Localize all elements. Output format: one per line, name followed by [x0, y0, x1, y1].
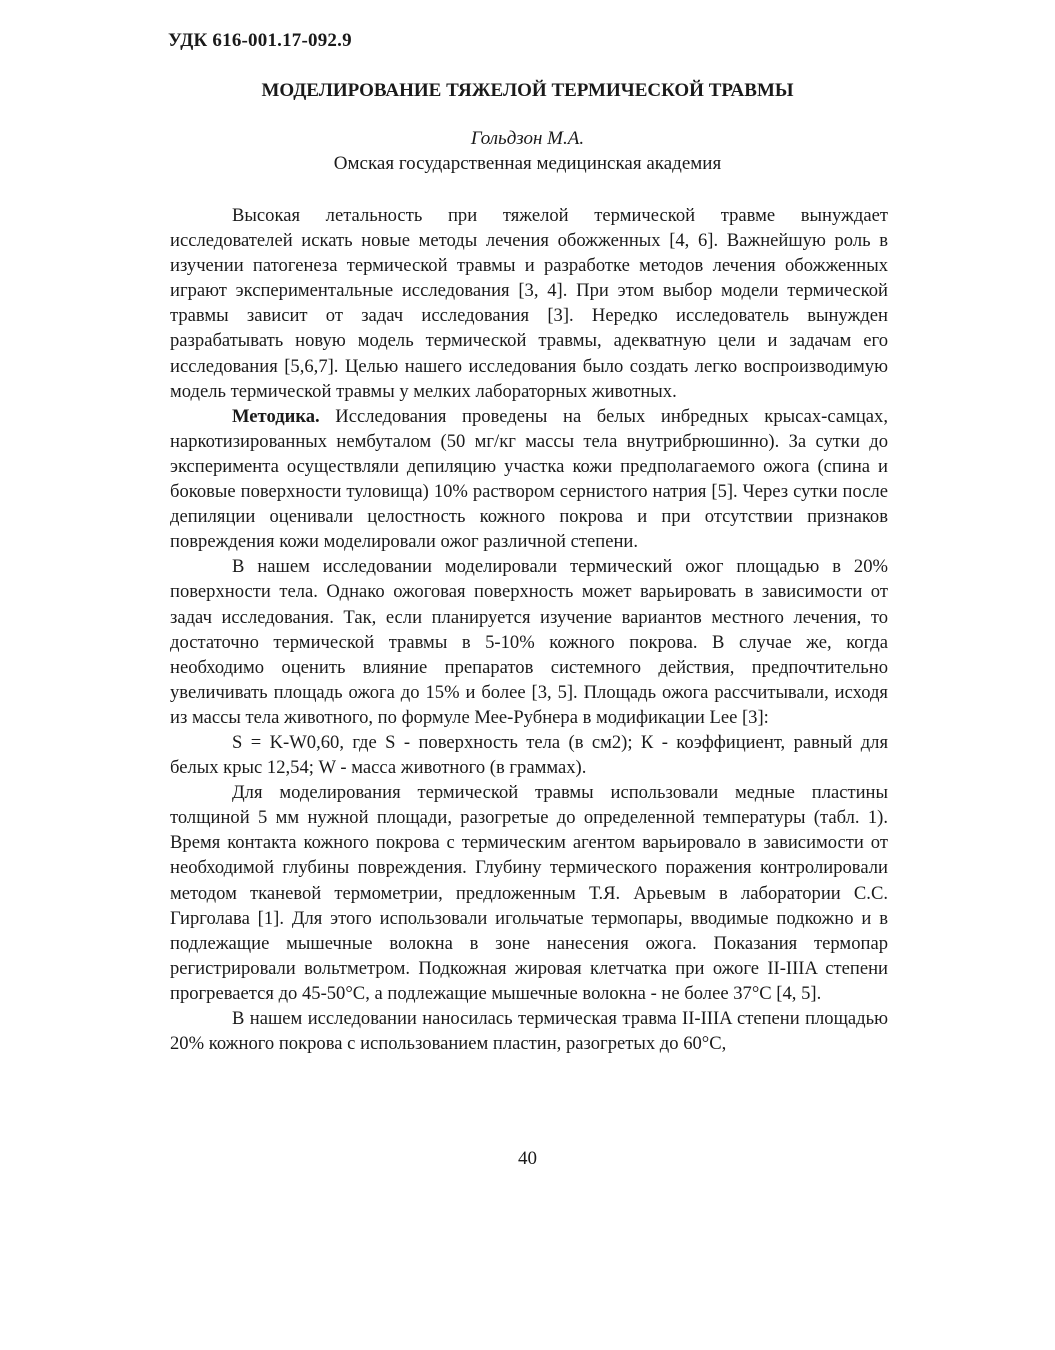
paragraph-formula: S = K-W0,60, где S - поверхность тела (в см2); К - коэффициент, равный для белых крыс 12,54; W - масса животного (в граммах). [170, 731, 888, 779]
paragraph-study-procedure: В нашем исследовании наносилась термическая травма II-IIIA степени площадью 20% кожного покрова с использованием пластин, разогретых до 60°С, [170, 1008, 888, 1055]
methods-heading: Методика. [232, 405, 320, 427]
article-title: МОДЕЛИРОВАНИЕ ТЯЖЕЛОЙ ТЕРМИЧЕСКОЙ ТРАВМЫ [261, 80, 794, 101]
article-body [170, 203, 888, 1056]
methods-text: Исследования проведены на белых инбредных крысах-самцах, наркотизированных нембуталом (50 мг/кг массы тела внутрибрюшинно). За сутки до эксперимента осуществляли депиляцию участка кожи предполагаемого ожога (спина и боковые поверхности туловища) 10% раствором сернистого натрия [5]. Через сутки после депиляции оценивали целостность кожного покрова и при отсутствии признаков повреждения кожи моделировали ожог различной степени. [170, 405, 888, 553]
paragraph-burn-area: В нашем исследовании моделировали термический ожог площадью в 20% поверхности тела. Однако ожоговая поверхность может варьировать в зависимости от задач исследования. Так, если планируется изучение вариантов местного лечения, то достаточно термической травмы в 5-10% кожного покрова. В случае же, когда необходимо оценить влияние препаратов системного действия, предпочтительно увеличивать площадь ожога до 15% и более [3, 5]. Площадь ожога рассчитывали, исходя из массы тела животного, по формуле Мее-Рубнера в модификации Lee [3]: [170, 556, 888, 728]
author-name: Гольдзон М.А. [470, 128, 585, 149]
page-number: 40 [518, 1148, 537, 1169]
udc-code: УДК 616-001.17-092.9 [168, 30, 352, 51]
paragraph-methods [170, 404, 888, 555]
author-affiliation: Омская государственная медицинская академия [333, 153, 722, 174]
paragraph-introduction: Высокая летальность при тяжелой термической травме вынуждает исследователей искать новые методы лечения обожженных [4, 6]. Важнейшую роль в изучении патогенеза термической травмы и разработке методов лечения обожженных играют экспериментальные исследования [3, 4]. При этом выбор модели термической травмы зависит от задач исследования [3]. Нередко исследователь вынужден разрабатывать новую модель термической травмы, адекватную цели и задачам его исследования [5,6,7]. Целью нашего исследования было создать легко воспроизводимую модель термической травмы у мелких лабораторных животных. [170, 205, 888, 402]
paragraph-thermal-plates: Для моделирования термической травмы использовали медные пластины толщиной 5 мм нужной площади, разогретые до определенной температуры (табл. 1). Время контакта кожного покрова с термическим агентом варьировало в зависимости от необходимой глубины повреждения. Глубину термического поражения контролировали методом тканевой термометрии, предложенным Т.Я. Арьевым в лаборатории С.С. Гирголава [1]. Для этого использовали игольчатые термопары, вводимые подкожно и в подлежащие мышечные волокна в зоне нанесения ожога. Показания термопар регистрировали вольтметром. Подкожная жировая клетчатка при ожоге II-IIIA степени прогревается до 45-50°С, а подлежащие мышечные волокна - не более 37°С [4, 5]. [170, 782, 888, 1004]
